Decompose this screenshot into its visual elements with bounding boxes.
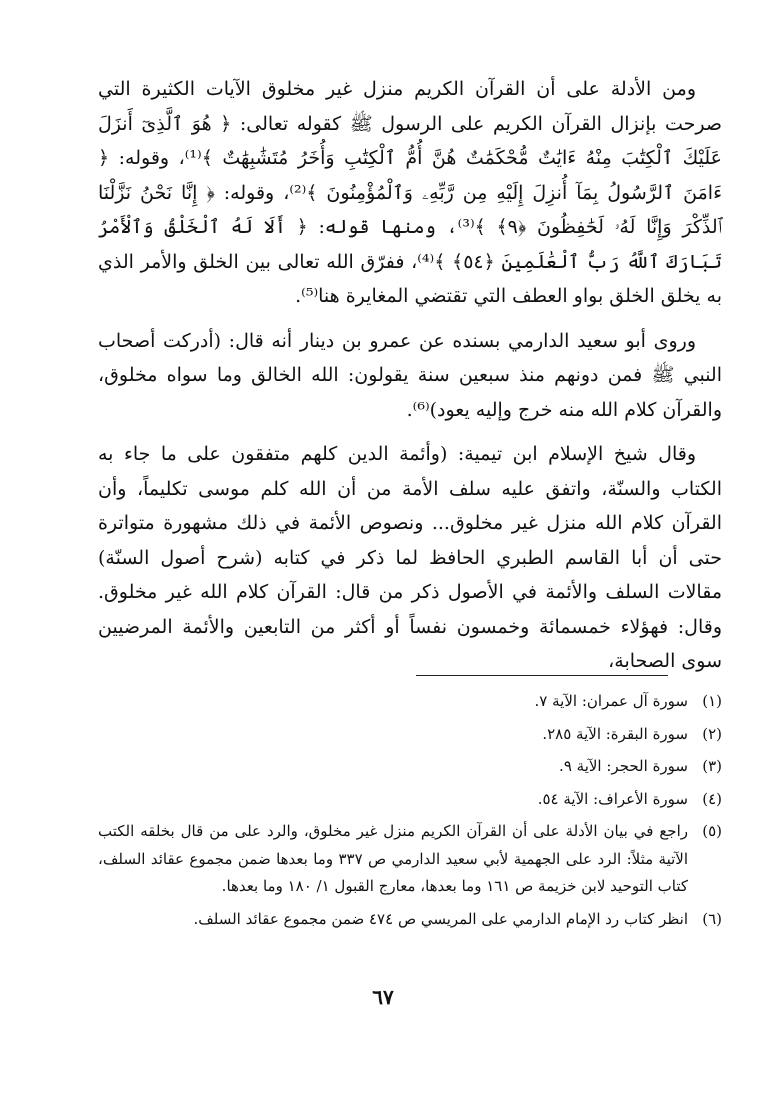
- footnote-divider: [416, 675, 668, 676]
- footnote-number: (٣): [702, 757, 722, 775]
- footnote-number: (٦): [702, 909, 722, 928]
- footnote-item: [98, 753, 722, 781]
- footnotes: [98, 688, 722, 938]
- footnote-number: (٤): [702, 789, 722, 808]
- main-text: [98, 72, 722, 689]
- footnote-number: (٥): [702, 822, 722, 840]
- footnote-text: سورة آل عمران: الآية ٧.: [534, 692, 688, 710]
- footnote-number: (١): [702, 692, 722, 710]
- page-number: ٦٧: [372, 985, 394, 1009]
- paragraph-ibn-taymiyyah-quote: وقال شيخ الإسلام ابن تيمية: (وأئمة الدين كلهم متفقون على ما جاء به الكتاب والسنّة، واتفق عليه سلف الأمة من أن الله كلم موسى تكليماً، وأن القرآن كلام الله منزل غير مخلوق... ونصوص الأئمة في ذلك مشهورة متواترة حتى أن أبا القاسم الطبري الحافظ لما ذكر في كتابه (شرح أصول السنّة) مقالات السلف والأئمة في الأصول ذكر من قال: القرآن كلام الله غير مخلوق. وقال: فهؤلاء خمسمائة وخمسون نفساً أو أكثر من التابعين والأئمة المرضيين سوى الصحابة،: [98, 443, 722, 672]
- footnote-text: سورة الأعراف: الآية ٥٤.: [537, 789, 688, 808]
- footnote-text: سورة الحجر: الآية ٩.: [559, 757, 688, 775]
- paragraph-evidence-verses: ومن الأدلة على أن القرآن الكريم منزل غير مخلوق الآيات الكثيرة التي صرحت بإنزال القرآن الكريم على الرسول ﷺ كقوله تعالى: ﴿ هُوَ ٱلَّذِىٓ أَنزَلَ عَلَيْكَ ٱلْكِتَٰبَ مِنْهُ ءَايَٰتٌ مُّحْكَمَٰتٌ هُنَّ أُمُّ ٱلْكِتَٰبِ وَأُخَرُ مُتَشَٰبِهَٰتٌ ﴾⁽¹⁾، وقوله: ﴿ ءَامَنَ ٱلرَّسُولُ بِمَآ أُنزِلَ إِلَيْهِ مِن رَّبِّهِۦ وَٱلْمُؤْمِنُونَ ﴾⁽²⁾، وقوله: ﴿ إِنَّا نَحْنُ نَزَّلْنَا ٱلذِّكْرَ وَإِنَّا لَهُۥ لَحَٰفِظُونَ ﴿٩﴾ ﴾⁽³⁾، ومنها قوله: ﴿ أَلَا لَهُ ٱلْخَلْقُ وَٱلْأَمْرُ تَبَارَكَ ٱللَّهُ رَبُّ ٱلْعَٰلَمِينَ ﴿٥٤﴾ ﴾⁽⁴⁾، ففرّق الله تعالى بين الخلق والأمر الذي به يخلق الخلق بواو العطف التي تقتضي المغايرة هنا⁽⁵⁾.: [98, 78, 723, 307]
- footnote-item: [98, 906, 722, 934]
- footnote-number: (٢): [702, 724, 722, 743]
- footnote-item: [98, 688, 722, 716]
- paragraph-darimi-narration: وروى أبو سعيد الدارمي بسنده عن عمرو بن دينار أنه قال: (أدركت أصحاب النبي ﷺ فمن دونهم منذ سبعين سنة يقولون: الله الخالق وما سواه مخلوق، والقرآن كلام الله منه خرج وإليه يعود)⁽⁶⁾.: [98, 329, 722, 421]
- footnote-text: انظر كتاب رد الإمام الدارمي على المريسي ص ٤٧٤ ضمن مجموع عقائد السلف.: [193, 909, 688, 928]
- footnote-item: [98, 721, 722, 749]
- footnote-item: [98, 818, 722, 901]
- footnote-item: [98, 786, 722, 814]
- footnote-text: سورة البقرة: الآية ٢٨٥.: [542, 724, 688, 743]
- footnote-text: راجع في بيان الأدلة على أن القرآن الكريم منزل غير مخلوق، والرد على من قال بخلقه الكتب الآتية مثلاً: الرد على الجهمية لأبي سعيد الدارمي ص ٣٣٧ وما بعدها ضمن مجموع عقائد السلف، كتاب التوحيد لابن خزيمة ص ١٦١ وما بعدها، معارج القبول ١/ ١٨٠ وما بعدها.: [98, 822, 689, 895]
